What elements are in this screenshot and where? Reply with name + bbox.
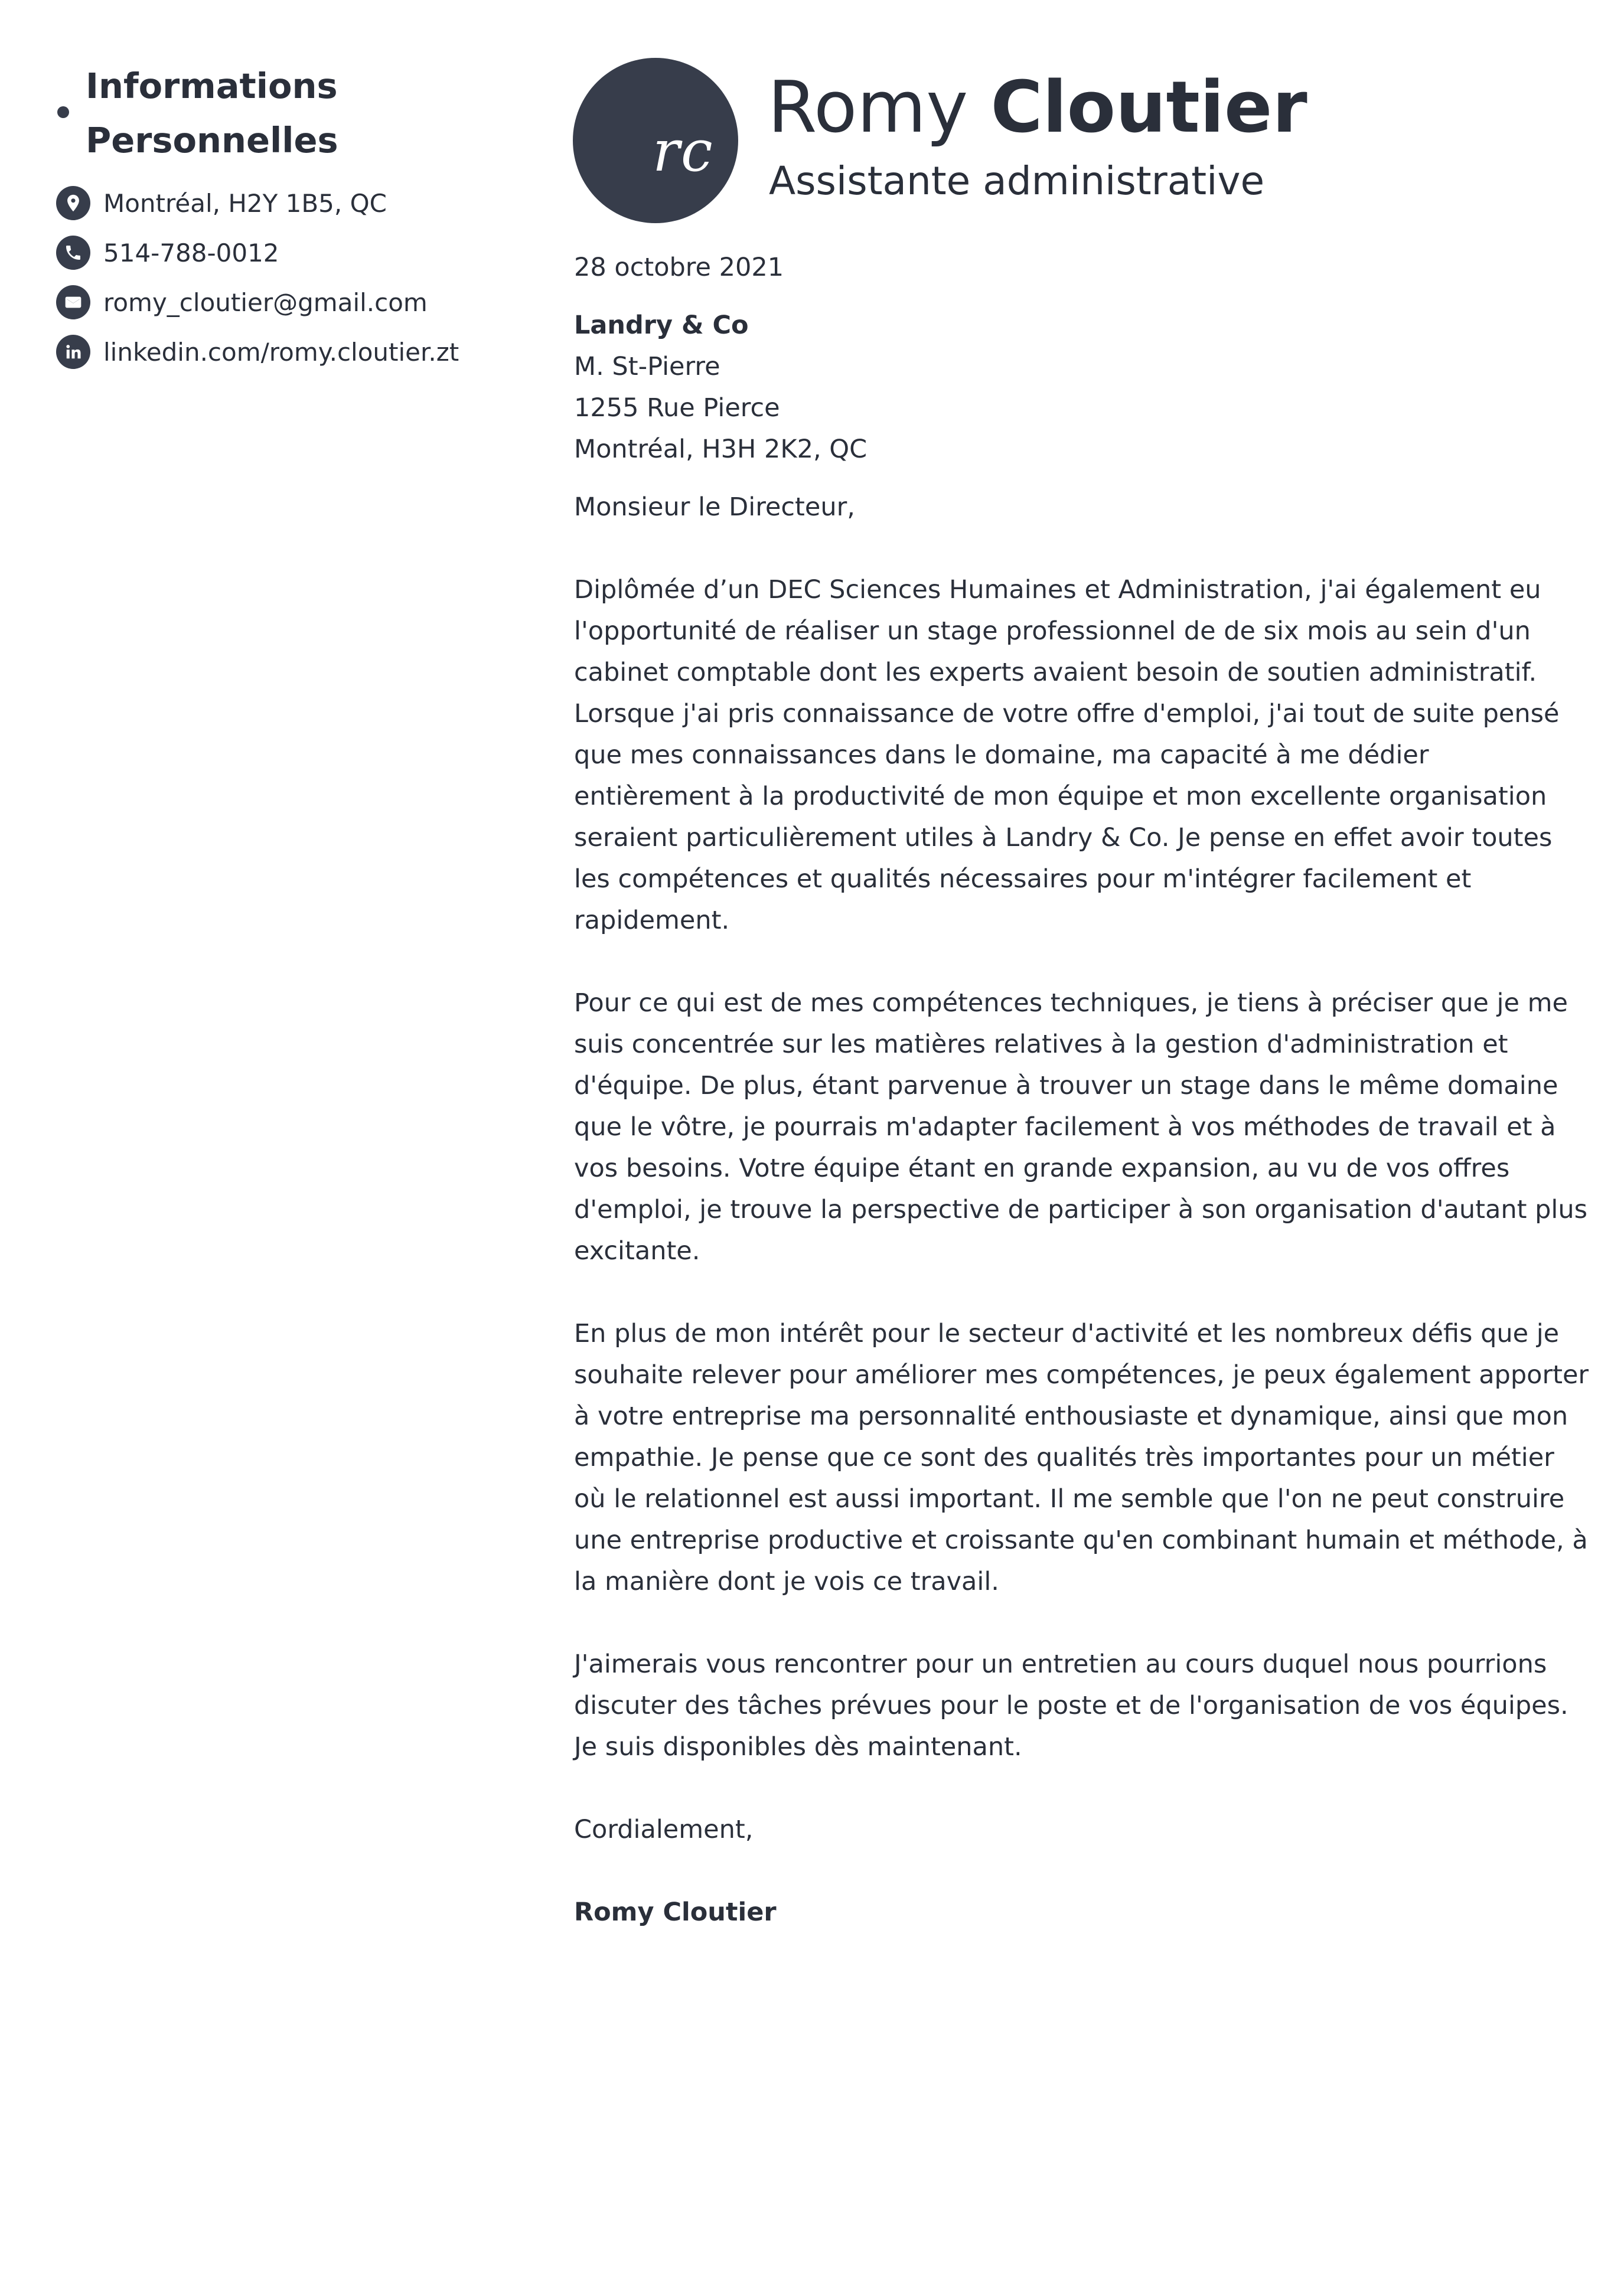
contact-list (56, 178, 517, 377)
letter-paragraph-4: J'aimerais vous rencontrer pour un entretien au cours duquel nous pourrions discuter des tâches prévues pour le poste et de l'organisation de vos équipes. Je suis disponibles dès maintenant. (574, 1650, 1568, 1762)
letter-paragraph-1: Diplômée d’un DEC Sciences Humaines et Administration, j'ai également eu l'opportunité de réaliser un stage professionnel de de six mois au sein d'un cabinet comptable dont les experts avaient besoin de soutien administratif. Lorsque j'ai pris connaissance de votre offre d'emploi, j'ai tout de suite pensé que mes connaissances dans le domaine, ma capacité à me dédier entièrement à la productivité de mon équipe et mon excellente organisation seraient particulièrement utiles à Landry & Co. Je pense en effet avoir toutes les compétences et qualités nécessaires pour m'intégrer facilement et rapidement. (574, 575, 1560, 935)
phone-icon (56, 236, 90, 270)
linkedin-icon (56, 335, 90, 369)
recipient-city: Montréal, H3H 2K2, QC (574, 435, 868, 464)
email-icon (56, 285, 90, 319)
map-pin-icon (56, 186, 90, 220)
letter-paragraph-3: En plus de mon intérêt pour le secteur d'activité et les nombreux défis que je souhaite relever pour améliorer mes compétences, je peux également apporter à votre entreprise ma personnalité enthousiaste et dynamique, ainsi que mon empathie. Je pense que ce sont des qualités très importantes pour un métier où le relationnel est aussi important. Il me semble que l'on ne peut construire une entreprise productive et croissante qu'en combinant humain et méthode, à la manière dont je vois ce travail. (574, 1319, 1589, 1596)
last-name: Cloutier (990, 67, 1307, 149)
letter-date: 28 octobre 2021 (574, 253, 784, 282)
recipient-company: Landry & Co (574, 311, 749, 340)
recipient-block (574, 305, 1590, 470)
contact-email (56, 277, 517, 327)
contact-phone (56, 228, 517, 277)
first-name: Romy (768, 67, 968, 149)
sidebar (56, 59, 517, 377)
contact-linkedin (56, 327, 517, 377)
recipient-contact: M. St-Pierre (574, 352, 720, 381)
recipient-street: 1255 Rue Pierce (574, 393, 780, 423)
linkedin-text[interactable]: linkedin.com/romy.cloutier.zt (103, 337, 459, 367)
signature: Romy Cloutier (574, 1897, 777, 1927)
job-title: Assistante administrative (769, 158, 1265, 204)
email-text[interactable]: romy_cloutier@gmail.com (103, 288, 428, 317)
contact-address (56, 178, 517, 228)
personal-info-header (56, 59, 517, 168)
closing: Cordialement, (574, 1815, 754, 1844)
address-text: Montréal, H2Y 1B5, QC (103, 188, 387, 218)
monogram-initials: rc (653, 118, 714, 184)
phone-text[interactable]: 514-788-0012 (103, 238, 279, 267)
applicant-name (768, 64, 1307, 152)
section-title: Informations Personnelles (86, 66, 338, 161)
letter-paragraph-2: Pour ce qui est de mes compétences techniques, je tiens à préciser que je me suis concentrée sur les matières relatives à la gestion d'administration et d'équipe. De plus, étant parvenue à trouver un stage dans le même domaine que le vôtre, je pourrais m'adapter facilement à vos méthodes de travail et à vos besoins. Votre équipe étant en grande expansion, au vu de vos offres d'emploi, je trouve la perspective de participer à son organisation d'autant plus excitante. (574, 988, 1588, 1266)
salutation: Monsieur le Directeur, (574, 492, 855, 522)
monogram-avatar (573, 58, 738, 223)
letter-body (574, 247, 1590, 1933)
bullet-icon (57, 106, 69, 118)
